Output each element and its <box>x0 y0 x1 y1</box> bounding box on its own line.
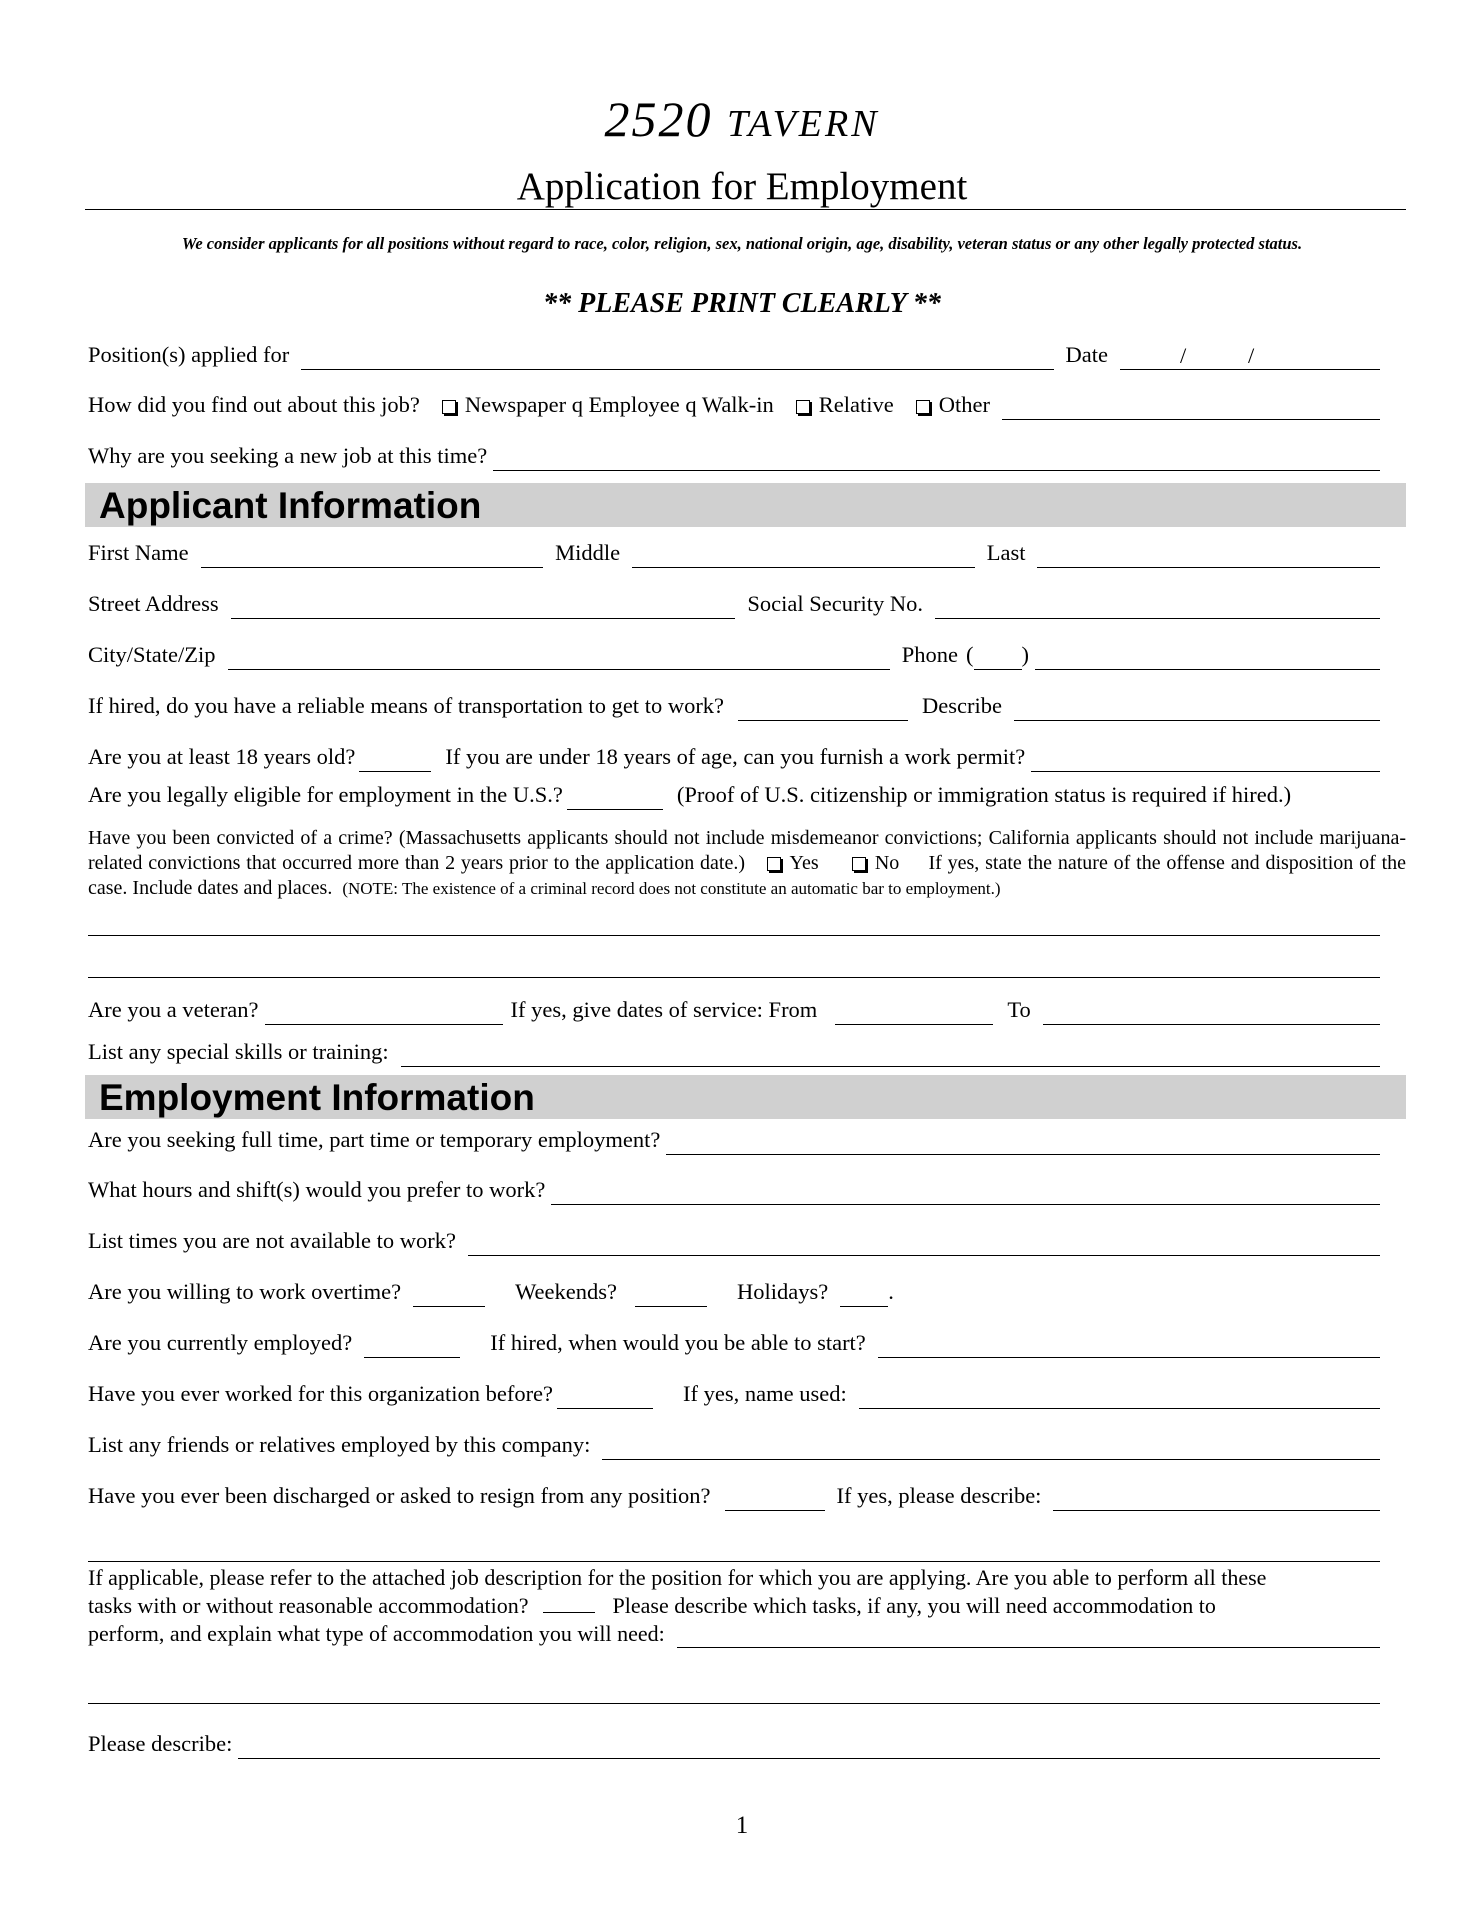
employed-field[interactable] <box>364 1335 460 1358</box>
crime-yes-label: Yes <box>789 852 819 874</box>
seeking-label: Are you seeking full time, part time or temporary employment? <box>88 1127 661 1152</box>
please-describe-row <box>88 1729 1380 1759</box>
friends-label: List any friends or relatives employed by this company: <box>88 1432 591 1457</box>
crime-answer-line-2[interactable] <box>88 977 1380 978</box>
crime-no-checkbox[interactable] <box>852 857 866 871</box>
discharged-label: Have you ever been discharged or asked to resign from any position? <box>88 1483 711 1508</box>
middle-name-field[interactable] <box>632 545 975 568</box>
veteran-field[interactable] <box>265 1002 503 1025</box>
city-row <box>88 640 1380 670</box>
accommodation-line-1: If applicable, please refer to the attached job description for the position for which you are applying. Are you able to perform all these <box>88 1565 1267 1590</box>
age-row <box>88 742 1380 772</box>
holidays-field[interactable] <box>840 1284 888 1307</box>
find-label: How did you find out about this job? <box>88 392 420 417</box>
newspaper-option: Newspaper q Employee q Walk-in <box>464 392 774 417</box>
page-number: 1 <box>735 1812 749 1839</box>
applicant-section-header <box>85 483 1406 527</box>
proof-note: (Proof of U.S. citizenship or immigration status is required if hired.) <box>676 782 1292 807</box>
accommodation-line-3 <box>88 1620 1380 1648</box>
print-notice: ** PLEASE PRINT CLEARLY ** <box>543 288 941 319</box>
crime-no-label: No <box>874 852 900 874</box>
overtime-row <box>88 1277 1380 1307</box>
city-field[interactable] <box>228 647 890 670</box>
first-name-label: First Name <box>88 540 189 565</box>
other-field[interactable] <box>1002 397 1380 420</box>
phone-area-field[interactable] <box>974 647 1022 670</box>
weekends-field[interactable] <box>635 1284 707 1307</box>
other-checkbox[interactable] <box>916 400 930 414</box>
accommodation-question <box>88 1564 1408 1648</box>
hours-label: What hours and shift(s) would you prefer to work? <box>88 1177 546 1202</box>
service-from-field[interactable] <box>835 1002 993 1025</box>
phone-area-close: ) <box>1021 642 1029 667</box>
age-label: Are you at least 18 years old? <box>88 744 356 769</box>
name-row <box>88 538 1380 568</box>
phone-field[interactable] <box>1035 647 1380 670</box>
accommodation-line-2a: tasks with or without reasonable accommodation? <box>88 1593 529 1618</box>
permit-label: If you are under 18 years of age, can you furnish a work permit? <box>445 744 1026 769</box>
name-used-field[interactable] <box>859 1386 1380 1409</box>
transport-label: If hired, do you have a reliable means of transportation to get to work? <box>88 693 725 718</box>
not-available-label: List times you are not available to work? <box>88 1228 457 1253</box>
discharged-describe-field[interactable] <box>1053 1488 1380 1511</box>
please-describe-label: Please describe: <box>88 1731 233 1756</box>
crime-answer-line-1[interactable] <box>88 935 1380 936</box>
crime-yes-checkbox[interactable] <box>767 857 781 871</box>
relative-option: Relative <box>818 392 894 417</box>
title-divider <box>85 209 1406 210</box>
skills-label: List any special skills or training: <box>88 1039 389 1064</box>
date-label: Date <box>1065 342 1108 367</box>
accommodation-answer-line[interactable] <box>88 1703 1380 1704</box>
not-available-row <box>88 1226 1380 1256</box>
position-field[interactable] <box>301 347 1053 370</box>
phone-label: Phone <box>901 642 958 667</box>
newspaper-checkbox[interactable] <box>442 400 456 414</box>
veteran-label: Are you a veteran? <box>88 997 259 1022</box>
weekends-label: Weekends? <box>515 1279 617 1304</box>
not-available-field[interactable] <box>468 1233 1380 1256</box>
start-field[interactable] <box>878 1335 1380 1358</box>
brand-number: 2520 <box>604 91 713 147</box>
accommodation-line-2b: Please describe which tasks, if any, you will need accommodation to <box>612 1593 1216 1618</box>
phone-area-open: ( <box>966 642 974 667</box>
eligible-row <box>88 780 1380 810</box>
discharged-field[interactable] <box>725 1488 825 1511</box>
service-from-label: If yes, give dates of service: From <box>510 997 818 1022</box>
find-row <box>88 390 1380 420</box>
transport-row <box>88 691 1380 721</box>
transport-field[interactable] <box>738 698 908 721</box>
street-label: Street Address <box>88 591 219 616</box>
name-used-label: If yes, name used: <box>683 1381 847 1406</box>
address-row <box>88 589 1380 619</box>
relative-checkbox[interactable] <box>796 400 810 414</box>
worked-before-field[interactable] <box>557 1386 653 1409</box>
crime-continuation: If yes, state the nature of the offense and disposition of the case. Include dates and places. <box>88 852 1407 899</box>
accommodation-field[interactable] <box>543 1592 595 1613</box>
employed-label: Are you currently employed? <box>88 1330 353 1355</box>
city-label: City/State/Zip <box>88 642 216 667</box>
worked-before-row <box>88 1379 1380 1409</box>
accommodation-line-3-text: perform, and explain what type of accommodation you will need: <box>88 1621 665 1646</box>
accommodation-need-field[interactable] <box>677 1627 1380 1648</box>
street-field[interactable] <box>231 596 736 619</box>
permit-field[interactable] <box>1031 749 1380 772</box>
worked-before-label: Have you ever worked for this organization before? <box>88 1381 554 1406</box>
page-subtitle: Application for Employment <box>516 165 968 208</box>
overtime-field[interactable] <box>413 1284 485 1307</box>
why-field[interactable] <box>493 448 1380 471</box>
ssn-field[interactable] <box>935 596 1380 619</box>
date-field[interactable]: / / <box>1120 347 1380 370</box>
describe-label: Describe <box>922 693 1003 718</box>
employed-row <box>88 1328 1380 1358</box>
brand-name: TAVERN <box>726 103 880 145</box>
last-name-label: Last <box>986 540 1026 565</box>
eligible-field[interactable] <box>567 787 663 810</box>
overtime-label: Are you willing to work overtime? <box>88 1279 402 1304</box>
describe-field[interactable] <box>1014 698 1380 721</box>
service-to-field[interactable] <box>1043 1002 1380 1025</box>
seeking-field[interactable] <box>666 1132 1380 1155</box>
position-row <box>88 340 1380 370</box>
holidays-period: . <box>888 1279 894 1304</box>
eligible-label: Are you legally eligible for employment in the U.S.? <box>88 782 563 807</box>
skills-field[interactable] <box>401 1044 1380 1067</box>
veteran-row <box>88 995 1380 1025</box>
holidays-label: Holidays? <box>736 1279 829 1304</box>
skills-row <box>88 1037 1380 1067</box>
employment-section-title: Employment Information <box>99 1077 535 1118</box>
please-describe-field[interactable] <box>238 1736 1380 1759</box>
service-to-label: To <box>1007 997 1031 1022</box>
applicant-section-title: Applicant Information <box>99 485 482 526</box>
discharged-answer-line[interactable] <box>88 1561 1380 1562</box>
friends-field[interactable] <box>602 1437 1380 1460</box>
first-name-field[interactable] <box>201 545 544 568</box>
other-option: Other <box>938 392 991 417</box>
crime-note: (NOTE: The existence of a criminal record does not constitute an automatic bar to employment.) <box>342 879 1001 898</box>
hours-row <box>88 1175 1380 1205</box>
eeo-statement: We consider applicants for all positions without regard to race, color, religion, sex, national origin, age, disability, veteran status or any other legally protected status. <box>181 234 1303 253</box>
accommodation-line-2 <box>88 1592 1408 1620</box>
hours-field[interactable] <box>551 1182 1380 1205</box>
why-label: Why are you seeking a new job at this time? <box>88 443 488 468</box>
age-field[interactable] <box>359 749 431 772</box>
start-label: If hired, when would you be able to start? <box>490 1330 866 1355</box>
discharged-describe-label: If yes, please describe: <box>836 1483 1042 1508</box>
seeking-row <box>88 1125 1380 1155</box>
middle-name-label: Middle <box>555 540 621 565</box>
position-label: Position(s) applied for <box>88 342 290 367</box>
brand-title <box>0 90 1484 148</box>
ssn-label: Social Security No. <box>747 591 923 616</box>
last-name-field[interactable] <box>1037 545 1380 568</box>
friends-row <box>88 1430 1380 1460</box>
discharged-row <box>88 1481 1380 1511</box>
crime-text: Have you been convicted of a crime? (Massachusetts applicants should not include misdemeanor convictions; California applicants should not include marijuana-related convictions that occurred more than 2 years prior to the application date.) <box>88 827 1406 874</box>
why-row <box>88 441 1380 471</box>
employment-section-header <box>85 1075 1406 1119</box>
crime-question <box>88 826 1406 901</box>
